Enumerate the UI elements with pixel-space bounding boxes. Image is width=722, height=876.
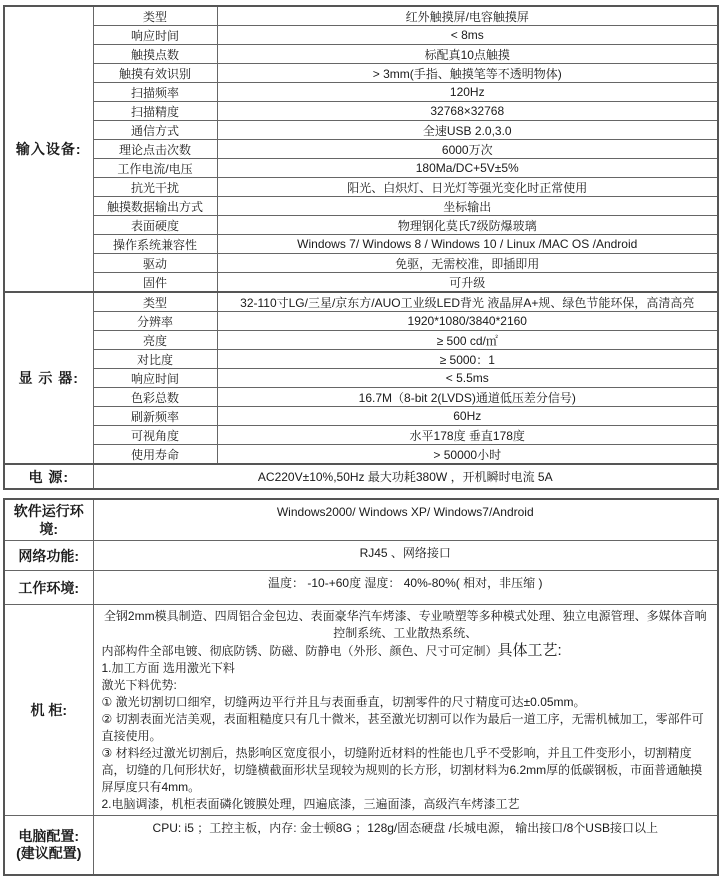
table-divider-gap <box>3 490 719 498</box>
cabinet-paragraph <box>102 711 710 745</box>
spec-row-input-device <box>4 216 718 235</box>
spec-value-cell: RJ45 、网络接口 <box>93 541 718 571</box>
spec-value-cell: 120Hz <box>217 83 718 102</box>
spec-row-input-device <box>4 273 718 293</box>
spec-row-input-device <box>4 102 718 121</box>
category-cell-work-env: 工作环境: <box>4 571 93 605</box>
spec-row-work-env <box>4 571 718 605</box>
cabinet-text: 激光下料优势: <box>101 678 177 692</box>
spec-value-cell: 物理钢化莫氏7级防爆玻璃 <box>217 216 718 235</box>
spec-row-cabinet <box>4 605 718 816</box>
spec-value-cell: 32-110寸LG/三星/京东方/AUO工业级LED背光 液晶屏A+规、绿色节能环保，高清高亮 <box>217 292 718 312</box>
spec-row-input-device <box>4 83 718 102</box>
spec-label-cell: 对比度 <box>93 350 217 369</box>
spec-value-cell: 温度： -10-+60度 湿度： 40%-80%( 相对，非压缩 ) <box>93 571 718 605</box>
spec-value-cell: 红外触摸屏/电容触摸屏 <box>217 6 718 26</box>
spec-label-cell: 触摸有效识别 <box>93 64 217 83</box>
spec-label-cell: 响应时间 <box>93 369 217 388</box>
cabinet-text: 2.电脑调漆，机柜表面磷化镀膜处理，四遍底漆，三遍面漆，高级汽车烤漆工艺 <box>101 797 520 811</box>
spec-row-display <box>4 331 718 350</box>
spec-value-cell: Windows2000/ Windows XP/ Windows7/Android <box>93 499 718 541</box>
spec-label-cell: 类型 <box>93 6 217 26</box>
spec-label-cell: 工作电流/电压 <box>93 159 217 178</box>
spec-value-cell: 可升级 <box>217 273 718 293</box>
spec-row-power <box>4 464 718 489</box>
spec-label-cell: 扫描频率 <box>93 83 217 102</box>
spec-label-cell: 使用寿命 <box>93 445 217 465</box>
cabinet-text: 1.加工方面 选用激光下料 <box>101 661 235 675</box>
spec-row-display <box>4 312 718 331</box>
spec-label-cell: 亮度 <box>93 331 217 350</box>
spec-row-input-device <box>4 197 718 216</box>
spec-label-cell: 固件 <box>93 273 217 293</box>
spec-row-input-device <box>4 64 718 83</box>
spec-label-cell: 分辨率 <box>93 312 217 331</box>
spec-label-cell: 抗光干扰 <box>93 178 217 197</box>
spec-row-input-device <box>4 45 718 64</box>
spec-row-input-device <box>4 159 718 178</box>
spec-value-cell: Windows 7/ Windows 8 / Windows 10 / Linux /MAC OS /Android <box>217 235 718 254</box>
cabinet-paragraph <box>102 796 710 813</box>
spec-label-cell: 理论点击次数 <box>93 140 217 159</box>
spec-label-cell: 触摸数据输出方式 <box>93 197 217 216</box>
cabinet-description-cell <box>93 605 718 816</box>
cabinet-paragraph <box>102 677 710 694</box>
spec-label-cell: 刷新频率 <box>93 407 217 426</box>
spec-value-cell: 180Ma/DC+5V±5% <box>217 159 718 178</box>
spec-value-cell: 水平178度 垂直178度 <box>217 426 718 445</box>
spec-value-cell: 坐标输出 <box>217 197 718 216</box>
pc-config-value-cell: CPU: i5 ；工控主板，内存: 金士顿8G ；128g/固态硬盘 /长城电源， 输出接口/8个USB接口以上 <box>93 816 718 876</box>
spec-value-cell: ≥ 5000：1 <box>217 350 718 369</box>
cabinet-paragraph <box>102 642 710 660</box>
spec-row-input-device <box>4 26 718 45</box>
spec-value-cell: 60Hz <box>217 407 718 426</box>
category-cell-input-device: 输入设备: <box>4 6 93 292</box>
spec-row-display <box>4 445 718 465</box>
spec-row-input-device <box>4 140 718 159</box>
spec-label-cell: 操作系统兼容性 <box>93 235 217 254</box>
spec-row-display <box>4 350 718 369</box>
spec-label-cell: 驱动 <box>93 254 217 273</box>
spec-value-cell: > 50000小时 <box>217 445 718 465</box>
category-cell-software-env: 软件运行环境: <box>4 499 93 541</box>
spec-row-display <box>4 407 718 426</box>
spec-label-cell: 通信方式 <box>93 121 217 140</box>
spec-value-cell: 6000万次 <box>217 140 718 159</box>
cabinet-text: ③ 材料经过激光切割后，热影响区宽度很小，切缝附近材料的性能也几乎不受影响，并且工件变形小，切割精度高，切缝的几何形状好，切缝横截面形状呈现较为规则的长方形，切割材料为6.2mm厚的低碳钢板，市面普通触摸屏厚度只有4mm。 <box>101 746 703 794</box>
spec-value-cell: 16.7M（8-bit 2(LVDS)通道低压差分信号) <box>217 388 718 407</box>
spec-value-cell: ≥ 500 cd/㎡ <box>217 331 718 350</box>
spec-row-display <box>4 292 718 312</box>
cabinet-text: ① 激光切割切口细窄，切缝两边平行并且与表面垂直，切割零件的尺寸精度可达±0.05mm。 <box>101 695 586 709</box>
spec-row-network <box>4 541 718 571</box>
spec-label-cell: 扫描精度 <box>93 102 217 121</box>
spec-row-input-device <box>4 121 718 140</box>
cabinet-text: 内部构件全部电镀、彻底防锈、防磁、防静电（外形、颜色、尺寸可定制） <box>101 644 498 658</box>
category-cell-cabinet: 机 柜: <box>4 605 93 816</box>
spec-value-cell: 1920*1080/3840*2160 <box>217 312 718 331</box>
spec-value-cell: 32768×32768 <box>217 102 718 121</box>
spec-row-display <box>4 388 718 407</box>
category-cell-pc-config <box>4 816 93 876</box>
spec-value-cell: 全速USB 2.0,3.0 <box>217 121 718 140</box>
spec-row-display <box>4 426 718 445</box>
spec-row-display <box>4 369 718 388</box>
spec-label-cell: 响应时间 <box>93 26 217 45</box>
spec-row-input-device <box>4 235 718 254</box>
cabinet-text: ② 切割表面光洁美观，表面粗糙度只有几十微米，甚至激光切割可以作为最后一道工序，无需机械加工，零部件可直接使用。 <box>101 712 704 743</box>
cabinet-paragraph <box>102 608 710 642</box>
cabinet-process-heading: 具体工艺: <box>497 642 562 659</box>
category-cell-display: 显 示 器: <box>4 292 93 464</box>
spec-row-input-device <box>4 254 718 273</box>
spec-label-cell: 类型 <box>93 292 217 312</box>
pc-config-label-line: (建议配置) <box>16 845 82 861</box>
main-spec-table <box>3 5 719 490</box>
spec-value-cell: 标配真10点触摸 <box>217 45 718 64</box>
spec-row-software-env <box>4 499 718 541</box>
cabinet-paragraph <box>102 694 710 711</box>
spec-label-cell: 色彩总数 <box>93 388 217 407</box>
pc-config-label-line: 电脑配置: <box>18 828 80 844</box>
cabinet-paragraph <box>102 745 710 796</box>
spec-value-cell: < 8ms <box>217 26 718 45</box>
cabinet-text: 全钢2mm模具制造、四周铝合金包边、表面豪华汽车烤漆、专业喷塑等多种模式处理、独立电源管理、多媒体音响控制系统、工业散热系统、 <box>103 609 707 640</box>
spec-value-cell: < 5.5ms <box>217 369 718 388</box>
spec-row-input-device <box>4 6 718 26</box>
spec-label-cell: 可视角度 <box>93 426 217 445</box>
spec-value-cell: > 3mm(手指、触摸笔等不透明物体) <box>217 64 718 83</box>
cabinet-paragraph <box>102 660 710 677</box>
spec-label-cell: 表面硬度 <box>93 216 217 235</box>
category-cell-power: 电 源: <box>4 464 93 489</box>
spec-row-pc-config <box>4 816 718 876</box>
category-cell-network: 网络功能: <box>4 541 93 571</box>
spec-row-input-device <box>4 178 718 197</box>
power-value-cell: AC220V±10%,50Hz 最大功耗380W ，开机瞬时电流 5A <box>93 464 718 489</box>
spec-value-cell: 免驱，无需校准，即插即用 <box>217 254 718 273</box>
secondary-spec-table <box>3 498 719 876</box>
spec-label-cell: 触摸点数 <box>93 45 217 64</box>
spec-value-cell: 阳光、白炽灯、日光灯等强光变化时正常使用 <box>217 178 718 197</box>
